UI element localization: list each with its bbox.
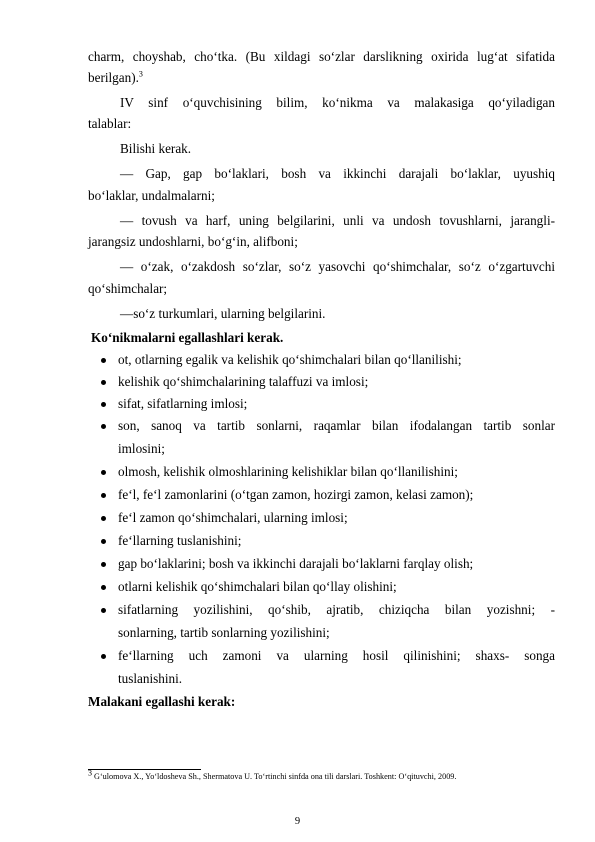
paragraph-line: — tovush va harf, uning belgilarini, unli va undosh tovushlarni, jarangli- (120, 213, 555, 228)
paragraph-line: IV sinf o‘quvchisining bilim, ko‘nikma va malakasiga qo‘yiladigan (120, 95, 555, 110)
bullet-marker (101, 654, 106, 659)
paragraph-line: —so‘z turkumlari, ularning belgilarini. (120, 306, 326, 321)
list-item-continuation: sonlarning, tartib sonlarning yozilishini; (118, 625, 330, 640)
bullet-marker (101, 608, 106, 613)
list-item: olmosh, kelishik olmoshlarining kelishiklar bilan qo‘llanilishini; (118, 464, 458, 479)
list-item: son, sanoq va tartib sonlarni, raqamlar bilan ifodalangan tartib sonlar (118, 418, 555, 433)
list-item: fe‘l zamon qo‘shimchalari, ularning imlosi; (118, 510, 348, 525)
list-item: sifat, sifatlarning imlosi; (118, 396, 248, 411)
list-item: sifatlarning yozilishini, qo‘shib, ajratib, chiziqcha bilan yozishni; - (118, 602, 555, 617)
list-item: otlarni kelishik qo‘shimchalari bilan qo‘llay olishini; (118, 579, 397, 594)
paragraph-line: talablar: (88, 116, 132, 131)
list-item: fe‘llarning uch zamoni va ularning hosil qilinishini; shaxs- songa (118, 648, 555, 663)
bullet-marker (101, 562, 106, 567)
footnote-separator (88, 769, 201, 770)
page-number: 9 (294, 816, 301, 827)
list-item: fe‘llarning tuslanishini; (118, 533, 242, 548)
paragraph-line: bo‘laklar, undalmalarni; (88, 188, 215, 203)
footnote-mark: 3 (88, 768, 92, 778)
paragraph-line (88, 70, 143, 86)
subheading: Bilishi kerak. (120, 141, 192, 156)
bullet-marker (101, 493, 106, 498)
section-heading: Ko‘nikmalarni egallashlari kerak. (91, 330, 284, 345)
list-item-continuation: tuslanishini. (118, 671, 183, 686)
paragraph-text: berilgan). (88, 70, 139, 85)
section-heading: Malakani egallashi kerak: (88, 694, 236, 709)
footnote (88, 768, 457, 782)
paragraph-line: qo‘shimchalar; (88, 281, 168, 296)
list-item: gap bo‘laklarini; bosh va ikkinchi darajali bo‘laklarni farqlay olish; (118, 556, 474, 571)
list-item: kelishik qo‘shimchalarining talaffuzi va imlosi; (118, 374, 369, 389)
footnote-reference: 3 (138, 69, 143, 79)
bullet-marker (101, 470, 106, 475)
list-item-continuation: imlosini; (118, 441, 165, 456)
bullet-marker (101, 380, 106, 385)
bullet-marker (101, 539, 106, 544)
bullet-marker (101, 358, 106, 363)
paragraph-line: — Gap, gap bo‘laklari, bosh va ikkinchi darajali bo‘laklar, uyushiq (120, 166, 555, 181)
list-item: fe‘l, fe‘l zamonlarini (o‘tgan zamon, hozirgi zamon, kelasi zamon); (118, 487, 474, 502)
bullet-marker (101, 424, 106, 429)
paragraph-line: charm, choyshab, cho‘tka. (Bu xildagi so‘zlar darslikning oxirida lug‘at sifatida (88, 49, 555, 64)
bullet-marker (101, 402, 106, 407)
paragraph-line: — o‘zak, o‘zakdosh so‘zlar, so‘z yasovchi qo‘shimchalar, so‘z o‘zgartuvchi (120, 259, 555, 274)
list-item: ot, otlarning egalik va kelishik qo‘shimchalari bilan qo‘llanilishi; (118, 352, 462, 367)
bullet-marker (101, 585, 106, 590)
paragraph-line: jarangsiz undoshlarni, bo‘g‘in, alifboni; (88, 234, 298, 249)
footnote-text: G‘ulomova X., Yo‘ldosheva Sh., Shermatova U. To‘rtinchi sinfda ona tili darslari. Toshkent: O‘qituvchi, 2009. (92, 772, 457, 781)
bullet-marker (101, 516, 106, 521)
